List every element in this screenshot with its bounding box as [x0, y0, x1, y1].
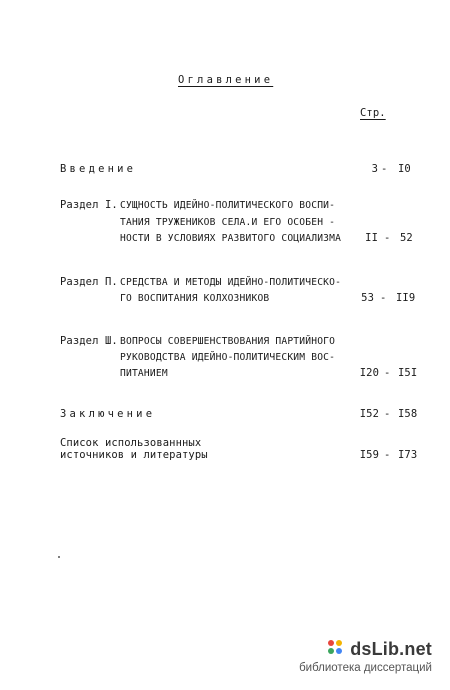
entry-page-to: II9	[396, 292, 416, 304]
entry-page-to: I58	[398, 408, 418, 420]
entry-page-from: I52	[359, 408, 379, 420]
entry-page-from: 53	[361, 292, 374, 304]
entry-line: ГО ВОСПИТАНИЯ КОЛХОЗНИКОВ	[120, 293, 270, 304]
entry-page-to: I5I	[398, 367, 418, 379]
entry-page-to: 52	[400, 232, 413, 244]
entry-page-dash: -	[384, 408, 391, 420]
entry-page-from: I59	[359, 449, 379, 461]
dslib-watermark	[282, 638, 432, 678]
entry-page-dash: -	[381, 163, 388, 175]
entry-prefix: Раздел Ш.	[60, 335, 118, 347]
entry-line: источников и литературы	[60, 449, 208, 461]
entry-page-dash: -	[384, 449, 391, 461]
dslib-logo-icon	[328, 640, 346, 658]
watermark-brand: dsLib.net	[350, 638, 432, 659]
scan-speck	[58, 556, 60, 558]
entry-page-dash: -	[384, 367, 391, 379]
entry-page-to: I0	[398, 163, 411, 175]
page-column-header: Стр.	[360, 107, 386, 119]
entry-line: НОСТИ В УСЛОВИЯХ РАЗВИТОГО СОЦИАЛИЗМА	[120, 233, 342, 244]
entry-page-to: I73	[398, 449, 418, 461]
watermark-subtitle: библиотека диссертаций	[299, 662, 432, 674]
entry-line: ПИТАНИЕМ	[120, 368, 168, 379]
entry-line: СУЩНОСТЬ ИДЕЙНО-ПОЛИТИЧЕСКОГО ВОСПИ-	[120, 200, 336, 211]
entry-page-dash: -	[384, 232, 391, 244]
entry-page-from: 3	[371, 163, 378, 175]
entry-prefix: Раздел I.	[60, 199, 118, 211]
entry-label: Заключение	[60, 408, 156, 420]
entry-page-from: I20	[359, 367, 379, 379]
entry-prefix: Раздел П.	[60, 276, 118, 288]
entry-page-dash: -	[380, 292, 387, 304]
entry-line: ВОПРОСЫ СОВЕРШЕНСТВОВАНИЯ ПАРТИЙНОГО	[120, 336, 336, 347]
entry-label: Введение	[60, 163, 137, 175]
entry-line: Список использованнных	[60, 437, 202, 449]
entry-page-from: II	[365, 232, 378, 244]
entry-line: РУКОВОДСТВА ИДЕЙНО-ПОЛИТИЧЕСКИМ ВОС-	[120, 352, 336, 363]
entry-line: ТАНИЯ ТРУЖЕНИКОВ СЕЛА.И ЕГО ОСОБЕН -	[120, 217, 336, 228]
entry-line: СРЕДСТВА И МЕТОДЫ ИДЕЙНО-ПОЛИТИЧЕСКО-	[120, 277, 342, 288]
toc-title: Оглавление	[178, 74, 274, 86]
